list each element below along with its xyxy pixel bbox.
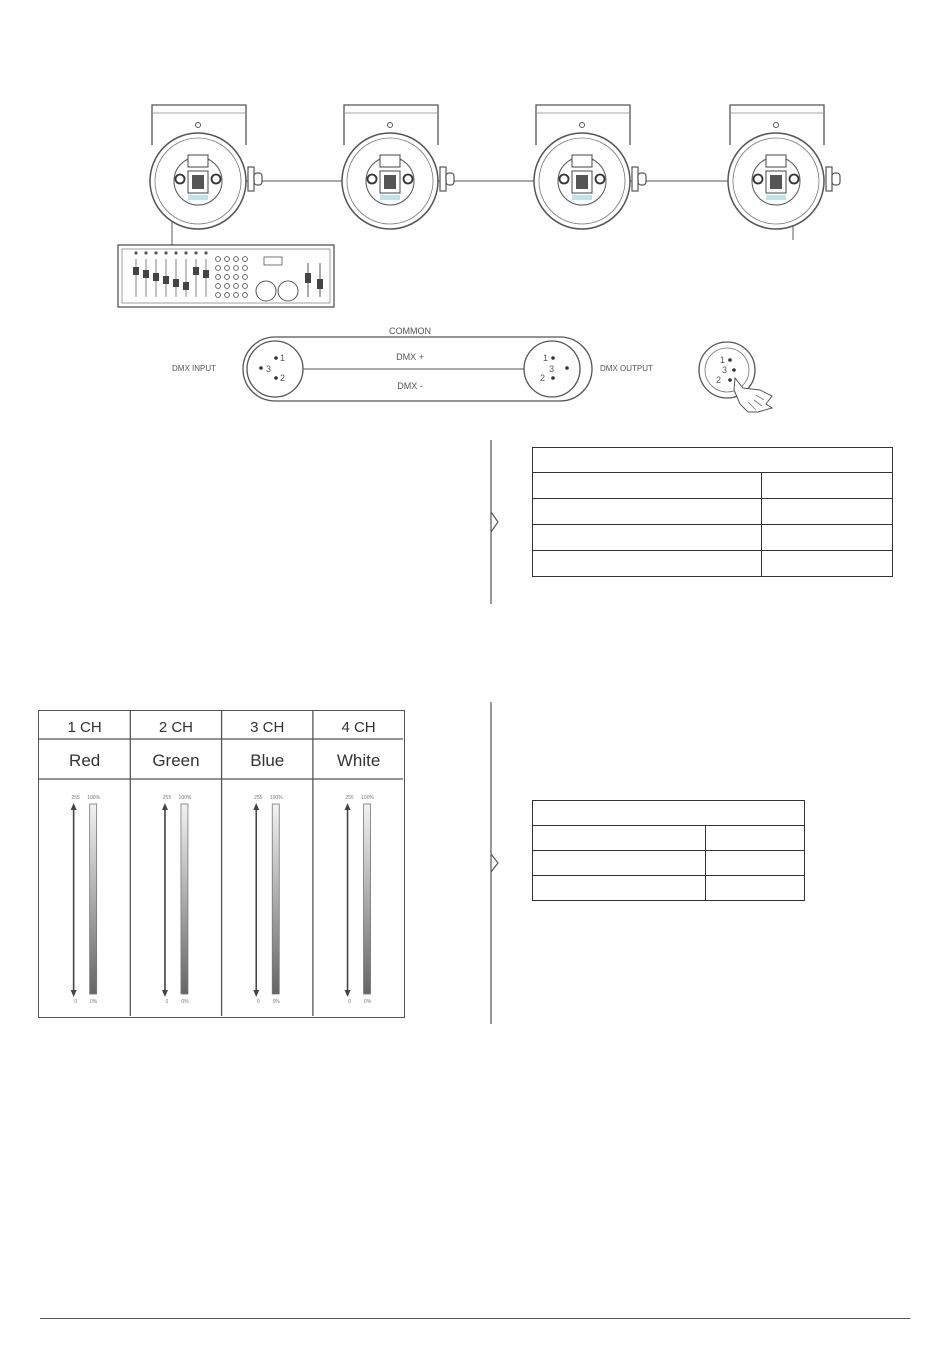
output-pin-1: 1: [543, 353, 549, 363]
intensity-gradient-bar: [272, 804, 279, 994]
table-row: [533, 851, 805, 876]
channel-color-name: Red: [69, 751, 101, 770]
pct-min-label: 0%: [90, 999, 98, 1005]
table-row: [533, 551, 893, 577]
table-row: [533, 473, 893, 499]
terminator-pin-2: 2: [716, 375, 722, 385]
intensity-gradient-bar: [364, 804, 371, 994]
table-row: [533, 499, 893, 525]
input-pin-1: 1: [280, 353, 286, 363]
dmx-minus-label: DMX -: [397, 381, 423, 391]
common-label: COMMON: [389, 326, 431, 336]
channel-color-name: White: [336, 751, 381, 770]
intensity-gradient-bar: [181, 804, 188, 994]
footer-rule: [40, 1318, 910, 1319]
dmx-max-label: 255: [71, 795, 80, 801]
pct-min-label: 0%: [272, 999, 280, 1005]
terminator-pin-3: 3: [722, 365, 728, 375]
channel-header: 4 CH: [341, 719, 376, 736]
dmx-min-label: 0: [74, 999, 78, 1005]
par-fixture: [150, 105, 262, 229]
channel-color-name: Blue: [250, 751, 285, 770]
channel-header: 2 CH: [158, 719, 194, 736]
input-pin-2: 2: [280, 373, 286, 383]
pct-max-label: 100%: [361, 795, 374, 801]
intensity-gradient-bar: [90, 804, 97, 994]
pct-max-label: 100%: [269, 795, 283, 801]
terminator-pin-1: 1: [720, 355, 726, 365]
bracket-lower: [486, 702, 502, 1026]
dmx-output-label: DMX OUTPUT: [600, 364, 653, 373]
upper-table-header: [533, 448, 893, 473]
upper-spec-table: [532, 447, 893, 577]
lower-table-header: [533, 801, 805, 826]
channel-header: 3 CH: [250, 719, 285, 736]
channel-table: [38, 710, 405, 1018]
par-fixture: [728, 105, 840, 229]
dmx-max-label: 255: [345, 795, 354, 801]
table-row: [533, 826, 805, 851]
input-pin-3: 3: [266, 364, 272, 374]
pct-max-label: 100%: [87, 795, 101, 801]
output-pin-3: 3: [549, 364, 555, 374]
dmx-input-label: DMX INPUT: [172, 364, 216, 373]
bracket-upper: [486, 440, 502, 606]
table-row: [533, 876, 805, 901]
output-pin-2: 2: [540, 373, 546, 383]
dmx-min-label: 0: [256, 999, 260, 1005]
dmx-controller: [118, 245, 334, 307]
channel-table-grid: [39, 711, 403, 1016]
dmx-min-label: 0: [165, 999, 169, 1005]
pct-max-label: 100%: [178, 795, 192, 801]
xlr-wiring-diagram: [160, 320, 800, 430]
dmx-min-label: 0: [348, 999, 351, 1005]
lower-spec-table: [532, 800, 805, 901]
xlr-input-connector: [247, 341, 303, 397]
par-fixture: [342, 105, 454, 229]
table-row: [533, 525, 893, 551]
dmx-max-label: 255: [162, 795, 172, 801]
channel-header: 1 CH: [67, 719, 102, 736]
dmx-plus-label: DMX +: [396, 352, 424, 362]
pct-min-label: 0%: [181, 999, 189, 1005]
fixture-chain-diagram: [0, 0, 950, 320]
channel-color-name: Green: [152, 751, 200, 770]
par-fixture: [534, 105, 646, 229]
pct-min-label: 0%: [363, 999, 372, 1005]
dmx-max-label: 255: [254, 795, 263, 801]
